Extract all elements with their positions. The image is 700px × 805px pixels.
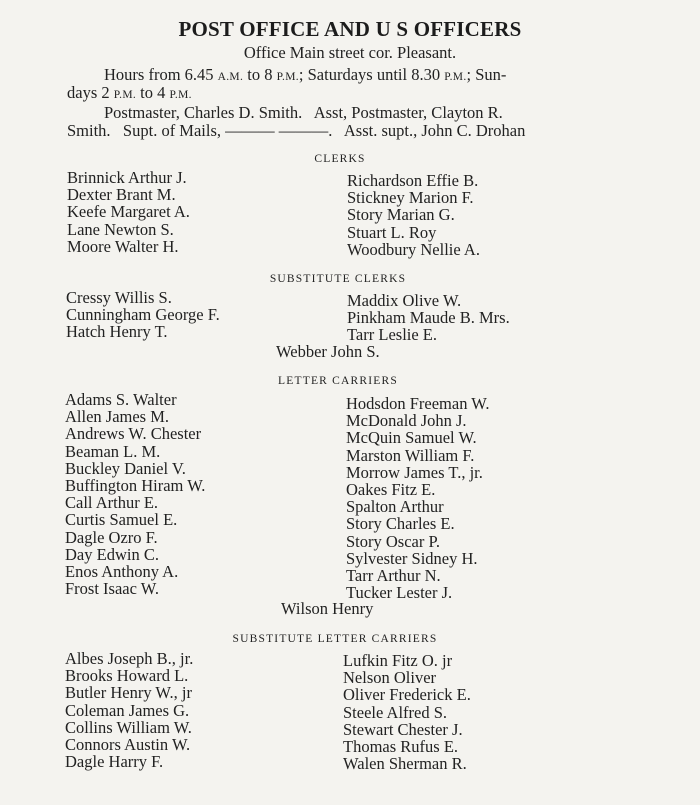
list-item: Lane Newton S. [67,219,174,239]
list-item: Cressy Willis S. [66,288,172,307]
list-item: Pinkham Maude B. Mrs. [347,308,510,328]
list-item: Hodsdon Freeman W. [346,394,490,413]
list-item: Sylvester Sidney H. [346,548,478,568]
list-item: Keefe Margaret A. [67,202,190,222]
substitute-clerks-center: Webber John S. [276,342,380,361]
list-item: Albes Joseph B., jr. [65,649,194,668]
list-item: Day Edwin C. [65,544,159,564]
letter-carriers-center: Wilson Henry [281,599,374,618]
text: P.M. [169,89,192,101]
list-item: Cunningham George F. [66,305,220,325]
list-item: Stewart Chester J. [343,719,463,739]
substitute-clerks-right [347,292,510,344]
text: P.M. [113,89,137,101]
list-item: Spalton Arthur [346,497,444,517]
list-item: Dagle Harry F. [65,752,164,772]
list-item: Stuart L. Roy [347,222,437,242]
list-item: Dagle Ozro F. [65,527,158,547]
officers-line-2: Smith. Supt. of Mails, ——— ———. Asst. supt., John C. Drohan [67,121,526,140]
list-item: Moore Walter H. [67,236,179,256]
list-item: Frost Isaac W. [65,579,159,599]
list-item: Story Charles E. [346,514,455,534]
page-title: POST OFFICE AND U S OFFICERS [178,17,522,41]
list-item: Oliver Frederick E. [343,685,471,705]
list-item: Marston William F. [346,445,475,465]
list-item: Buffington Hiram W. [65,475,206,495]
substitute-clerks-left [66,289,220,341]
list-item: Thomas Rufus E. [343,736,459,756]
list-item: Maddix Olive W. [347,291,462,310]
list-item: Adams S. Walter [65,390,177,409]
list-item: Curtis Samuel E. [65,510,178,530]
clerks-left [67,169,190,255]
list-item: Buckley Daniel V. [65,458,186,478]
list-item: Morrow James T., jr. [346,462,483,482]
text: ; Sun- [466,65,507,84]
text: ; Saturdays until 8.30 [298,65,445,84]
text: P.M. [276,71,299,83]
section-heading-substitute-clerks: SUBSTITUTE CLERKS [269,273,407,285]
section-heading-substitute-letter-carriers: SUBSTITUTE LETTER CARRIERS [232,633,438,645]
letter-carriers-left [65,391,205,597]
list-item: Call Arthur E. [65,493,159,513]
section-heading-letter-carriers: LETTER CARRIERS [278,375,398,387]
list-item: Tarr Arthur N. [346,565,441,585]
list-item: Tucker Lester J. [346,583,453,603]
list-item: Beaman L. M. [65,441,161,461]
list-item: Brinnick Arthur J. [67,168,187,187]
text: to 4 [136,83,170,102]
text: P.M. [444,71,467,83]
hours-line-2 [67,84,192,104]
text: days 2 [67,83,114,102]
text: A.M. [217,71,244,83]
address: Office Main street cor. Pleasant. [243,43,457,62]
substitute-letter-carriers-right [343,652,471,772]
list-item: Enos Anthony A. [65,561,179,581]
officers-line-1: Postmaster, Charles D. Smith. Asst, Postmaster, Clayton R. [104,103,503,122]
list-item: McDonald John J. [346,411,467,431]
list-item: Oakes Fitz E. [346,479,436,499]
text: Hours from 6.45 [104,65,218,84]
list-item: Allen James M. [65,407,170,427]
list-item: Tarr Leslie E. [347,325,438,345]
list-item: Lufkin Fitz O. jr [343,651,453,670]
clerks-right [347,172,480,258]
list-item: Woodbury Nellie A. [347,239,480,259]
list-item: Hatch Henry T. [66,322,168,342]
list-item: Story Marian G. [347,205,455,225]
list-item: Butler Henry W., jr [65,683,192,703]
list-item: Brooks Howard L. [65,666,189,686]
text: to 8 [243,65,277,84]
substitute-letter-carriers-left [65,650,193,770]
list-item: Collins William W. [65,717,192,737]
list-item: Story Oscar P. [346,531,440,551]
list-item: Walen Sherman R. [343,754,467,774]
list-item: Andrews W. Chester [65,424,202,444]
list-item: Coleman James G. [65,700,190,720]
section-heading-clerks: CLERKS [314,153,366,165]
list-item: Nelson Oliver [343,668,437,688]
list-item: Richardson Effie B. [347,171,479,190]
list-item: McQuin Samuel W. [346,428,477,448]
list-item: Stickney Marion F. [347,188,474,208]
list-item: Steele Alfred S. [343,702,448,722]
letter-carriers-right [346,395,489,601]
list-item: Connors Austin W. [65,734,191,754]
list-item: Dexter Brant M. [67,185,176,205]
